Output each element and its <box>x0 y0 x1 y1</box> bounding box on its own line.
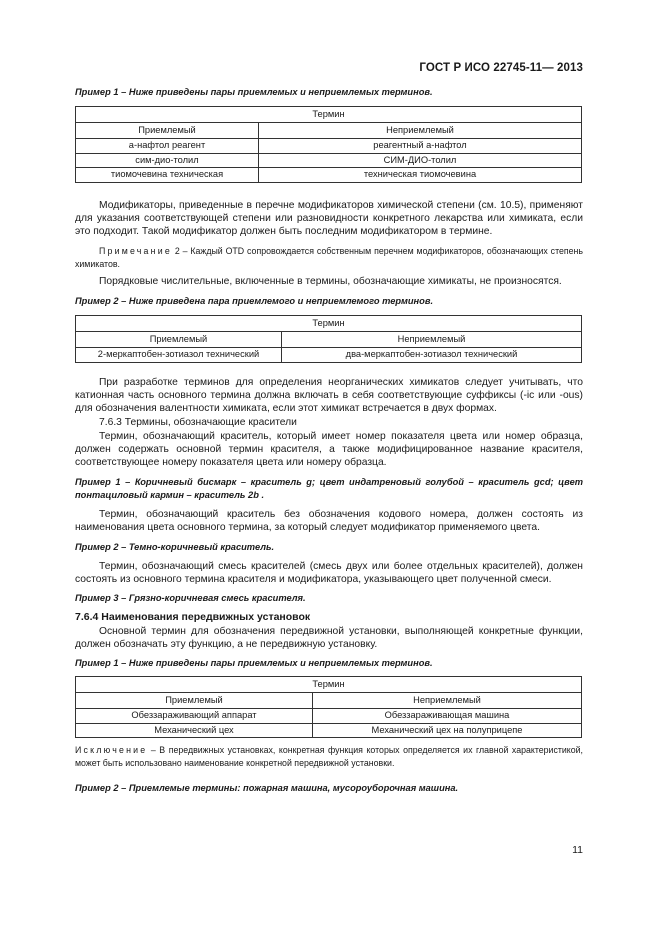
column-header-unacceptable: Неприемлемый <box>313 693 582 709</box>
paragraph: Модификаторы, приведенные в перечне модификаторов химической степени (см. 10.5), применяют для указания соответствующей степени или разновидности конкретного лекарства или химиката, если это подходит. Такой модификатор должен быть последним модификатором в термине. <box>75 200 583 238</box>
table-row <box>76 168 582 183</box>
table-title: Термин <box>76 316 582 332</box>
note-text: 2 – Каждый OTD сопровождается собственным перечнем модификаторов, обозначающих степень химикатов. <box>75 246 583 269</box>
note-2 <box>75 245 583 270</box>
column-header-acceptable: Приемлемый <box>76 123 259 139</box>
paragraph: Термин, обозначающий краситель без обозначения кодового номера, должен состоять из наименования цвета основного термина, за который следует модификатор применяемого цвета. <box>75 509 583 534</box>
table-cell: Обеззараживающий аппарат <box>76 709 313 724</box>
table-row <box>76 139 582 154</box>
paragraph: Термин, обозначающий смесь красителей (смесь двух или более отдельных красителей), должен состоять из основного термина красителя и модификатора, указывающего цвет полученной смеси. <box>75 561 583 586</box>
example-2-caption: Пример 2 – Ниже приведена пара приемлемого и неприемлемого терминов. <box>75 296 434 306</box>
table-row <box>76 723 582 738</box>
section-7-6-4-heading: 7.6.4 Наименования передвижных установок <box>75 611 311 623</box>
paragraph: При разработке терминов для определения неорганических химикатов следует учитывать, что катионная часть основного термина должна включать в себя соответствующие суффиксы (-ic или -ous) для обозначения валентности химиката, если этот химикат встречается в двух формах. <box>75 377 583 415</box>
table-cell: Механический цех на полуприцепе <box>313 723 582 738</box>
paragraph: Термин, обозначающий краситель, который имеет номер показателя цвета или номер образца, должен содержать основной термин красителя, а также модифицированное название красителя, соответствующее номеру показателя цвета или номеру образца. <box>75 431 583 469</box>
paragraph: Порядковые числительные, включенные в термины, обозначающие химикаты, не произносятся. <box>99 276 562 287</box>
exception-note <box>75 744 583 769</box>
column-header-unacceptable: Неприемлемый <box>259 123 582 139</box>
table-title: Термин <box>76 107 582 123</box>
terms-table-1 <box>75 106 582 183</box>
table-cell: два-меркаптобен-зотиазол технический <box>282 348 582 363</box>
exception-text: – В передвижных установках, конкретная функция которых определяется их главной характеристикой, может быть использовано наименование конкретной передвижной установки. <box>75 745 583 768</box>
table-cell: сим-дио-толил <box>76 153 259 168</box>
table-cell: Обеззараживающая машина <box>313 709 582 724</box>
example-dye-1: Пример 1 – Коричневый бисмарк – краситель g; цвет индатреновый голубой – краситель gcd; цвет понтациловый кармин – краситель 2b . <box>75 477 583 500</box>
column-header-acceptable: Приемлемый <box>76 693 313 709</box>
paragraph: Основной термин для обозначения передвижной установки, выполняющей конкретные функции, должен обозначать эту функцию, а не передвижную установку. <box>75 626 583 651</box>
table-cell: Механический цех <box>76 723 313 738</box>
terms-table-3 <box>75 676 582 738</box>
exception-label: Исключение <box>75 745 148 755</box>
section-7-6-3-heading: 7.6.3 Термины, обозначающие красители <box>99 417 297 428</box>
example-dye-3: Пример 3 – Грязно-коричневая смесь красителя. <box>75 593 306 603</box>
column-header-acceptable: Приемлемый <box>76 332 282 348</box>
column-header-unacceptable: Неприемлемый <box>282 332 582 348</box>
example-mobile-2: Пример 2 – Приемлемые термины: пожарная машина, мусороуборочная машина. <box>75 783 459 793</box>
table-cell: 2-меркаптобен-зотиазол технический <box>76 348 282 363</box>
table-cell: тиомочевина техническая <box>76 168 259 183</box>
table-cell: техническая тиомочевина <box>259 168 582 183</box>
example-mobile-1: Пример 1 – Ниже приведены пары приемлемых и неприемлемых терминов. <box>75 658 433 668</box>
table-title: Термин <box>76 677 582 693</box>
note-label: Примечание <box>99 246 172 256</box>
page-number: 11 <box>572 844 583 856</box>
terms-table-2 <box>75 315 582 363</box>
example-1-caption: Пример 1 – Ниже приведены пары приемлемых и неприемлемых терминов. <box>75 87 433 97</box>
table-cell: а-нафтол реагент <box>76 139 259 154</box>
document-id-header: ГОСТ Р ИСО 22745-11— 2013 <box>419 62 583 74</box>
example-dye-2: Пример 2 – Темно-коричневый краситель. <box>75 542 275 552</box>
table-row <box>76 153 582 168</box>
table-row <box>76 709 582 724</box>
table-cell: СИМ-ДИО-толил <box>259 153 582 168</box>
table-cell: реагентный а-нафтол <box>259 139 582 154</box>
table-row <box>76 348 582 363</box>
